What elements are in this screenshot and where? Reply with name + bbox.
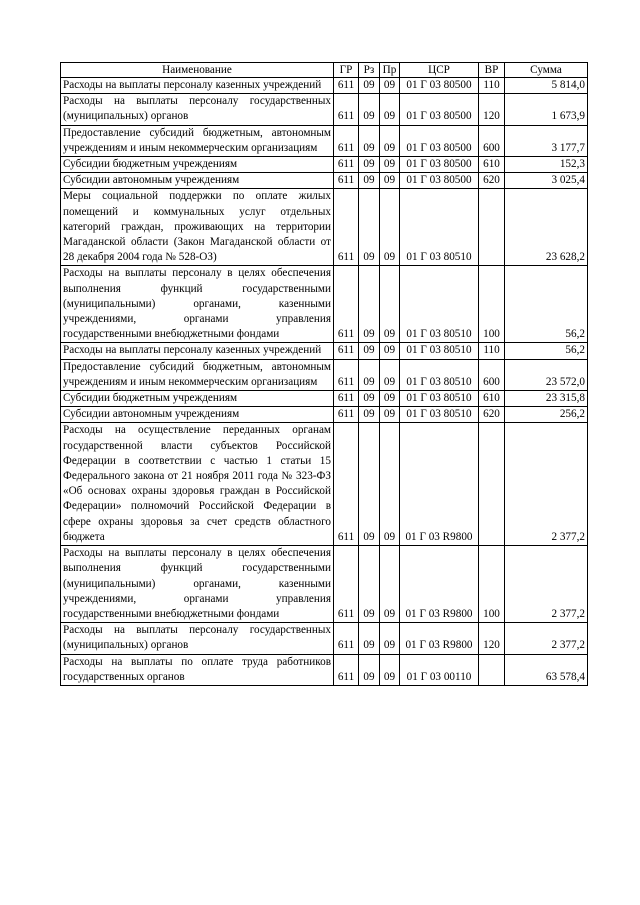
- row-rz-cell: 09: [359, 546, 380, 623]
- row-sum-cell: 56,2: [505, 266, 588, 343]
- row-csr-cell: 01 Г 03 00110: [400, 654, 479, 685]
- table-row: [61, 78, 588, 94]
- row-rz-cell: 09: [359, 407, 380, 423]
- row-sum-cell: 256,2: [505, 407, 588, 423]
- row-name-cell: Меры социальной поддержки по оплате жилых помещений и коммунальных услуг отдельных категорий граждан, проживающих на территории Магаданской области (Закон Магаданской области от 28 декабря 2004 года № 528-ОЗ): [61, 189, 334, 266]
- row-sum-cell: 23 628,2: [505, 189, 588, 266]
- row-csr-cell: 01 Г 03 R9800: [400, 623, 479, 654]
- row-csr-cell: 01 Г 03 80500: [400, 94, 479, 125]
- row-csr-cell: 01 Г 03 R9800: [400, 423, 479, 546]
- row-pr-cell: 09: [380, 78, 400, 94]
- row-pr-cell: 09: [380, 423, 400, 546]
- row-vr-cell: 100: [479, 546, 505, 623]
- row-gr-cell: 611: [334, 359, 359, 390]
- row-vr-cell: 100: [479, 266, 505, 343]
- row-rz-cell: 09: [359, 359, 380, 390]
- row-vr-cell: 610: [479, 157, 505, 173]
- row-pr-cell: 09: [380, 173, 400, 189]
- header-csr: ЦСР: [400, 63, 479, 78]
- row-rz-cell: 09: [359, 94, 380, 125]
- row-csr-cell: 01 Г 03 80510: [400, 189, 479, 266]
- row-gr-cell: 611: [334, 173, 359, 189]
- row-sum-cell: 2 377,2: [505, 546, 588, 623]
- row-name-cell: Расходы на осуществление переданных органам государственной власти субъектов Российской Федерации в соответствии с частью 1 статьи 15 Федерального закона от 21 ноября 2011 года № 323-ФЗ «Об основах охраны здоровья граждан в Российской Федерации» полномочий Российской Федерации в сфере охраны здоровья за счет средств областного бюджета: [61, 423, 334, 546]
- row-csr-cell: 01 Г 03 80500: [400, 125, 479, 156]
- header-pr: Пр: [380, 63, 400, 78]
- row-name-cell: Субсидии автономным учреждениям: [61, 407, 334, 423]
- table-row: [61, 125, 588, 156]
- row-name-cell: Предоставление субсидий бюджетным, автономным учреждениям и иным некоммерческим организациям: [61, 125, 334, 156]
- row-name-cell: Расходы на выплаты персоналу в целях обеспечения выполнения функций государственными (муниципальными) органами, казенными учреждениями, органами управления государственными внебюджетными фондами: [61, 546, 334, 623]
- row-gr-cell: 611: [334, 266, 359, 343]
- row-rz-cell: 09: [359, 189, 380, 266]
- row-csr-cell: 01 Г 03 80500: [400, 157, 479, 173]
- row-pr-cell: 09: [380, 266, 400, 343]
- row-gr-cell: 611: [334, 407, 359, 423]
- row-pr-cell: 09: [380, 343, 400, 359]
- row-csr-cell: 01 Г 03 80510: [400, 359, 479, 390]
- row-name-cell: Расходы на выплаты персоналу казенных учреждений: [61, 343, 334, 359]
- table-row: [61, 189, 588, 266]
- budget-table: [60, 62, 588, 686]
- row-vr-cell: [479, 423, 505, 546]
- row-vr-cell: 620: [479, 407, 505, 423]
- table-row: [61, 623, 588, 654]
- row-gr-cell: 611: [334, 189, 359, 266]
- row-pr-cell: 09: [380, 125, 400, 156]
- row-name-cell: Субсидии бюджетным учреждениям: [61, 157, 334, 173]
- row-name-cell: Расходы на выплаты персоналу государственных (муниципальных) органов: [61, 94, 334, 125]
- row-name-cell: Расходы на выплаты персоналу в целях обеспечения выполнения функций государственными (муниципальными) органами, казенными учреждениями, органами управления государственными внебюджетными фондами: [61, 266, 334, 343]
- row-rz-cell: 09: [359, 343, 380, 359]
- row-pr-cell: 09: [380, 391, 400, 407]
- row-vr-cell: 110: [479, 343, 505, 359]
- row-name-cell: Предоставление субсидий бюджетным, автономным учреждениям и иным некоммерческим организациям: [61, 359, 334, 390]
- table-header-row: [61, 63, 588, 78]
- row-rz-cell: 09: [359, 391, 380, 407]
- row-csr-cell: 01 Г 03 R9800: [400, 546, 479, 623]
- table-row: [61, 266, 588, 343]
- row-sum-cell: 3 025,4: [505, 173, 588, 189]
- row-rz-cell: 09: [359, 157, 380, 173]
- row-sum-cell: 23 315,8: [505, 391, 588, 407]
- row-rz-cell: 09: [359, 78, 380, 94]
- row-csr-cell: 01 Г 03 80510: [400, 343, 479, 359]
- row-pr-cell: 09: [380, 654, 400, 685]
- header-name: Наименование: [61, 63, 334, 78]
- row-gr-cell: 611: [334, 391, 359, 407]
- table-row: [61, 94, 588, 125]
- row-gr-cell: 611: [334, 423, 359, 546]
- row-gr-cell: 611: [334, 125, 359, 156]
- row-name-cell: Расходы на выплаты по оплате труда работников государственных органов: [61, 654, 334, 685]
- row-name-cell: Расходы на выплаты персоналу государственных (муниципальных) органов: [61, 623, 334, 654]
- row-vr-cell: [479, 189, 505, 266]
- row-name-cell: Субсидии автономным учреждениям: [61, 173, 334, 189]
- row-pr-cell: 09: [380, 359, 400, 390]
- header-vr: ВР: [479, 63, 505, 78]
- table-row: [61, 359, 588, 390]
- row-sum-cell: 56,2: [505, 343, 588, 359]
- row-pr-cell: 09: [380, 157, 400, 173]
- row-sum-cell: 5 814,0: [505, 78, 588, 94]
- row-sum-cell: 152,3: [505, 157, 588, 173]
- row-rz-cell: 09: [359, 266, 380, 343]
- row-sum-cell: 2 377,2: [505, 423, 588, 546]
- row-pr-cell: 09: [380, 623, 400, 654]
- row-vr-cell: 120: [479, 94, 505, 125]
- table-row: [61, 546, 588, 623]
- table-row: [61, 407, 588, 423]
- row-pr-cell: 09: [380, 407, 400, 423]
- row-rz-cell: 09: [359, 173, 380, 189]
- row-csr-cell: 01 Г 03 80510: [400, 391, 479, 407]
- table-row: [61, 423, 588, 546]
- row-vr-cell: 600: [479, 125, 505, 156]
- row-vr-cell: 120: [479, 623, 505, 654]
- row-gr-cell: 611: [334, 343, 359, 359]
- row-csr-cell: 01 Г 03 80500: [400, 173, 479, 189]
- row-gr-cell: 611: [334, 654, 359, 685]
- row-sum-cell: 3 177,7: [505, 125, 588, 156]
- table-row: [61, 391, 588, 407]
- table-row: [61, 173, 588, 189]
- row-sum-cell: 2 377,2: [505, 623, 588, 654]
- row-sum-cell: 23 572,0: [505, 359, 588, 390]
- header-rz: Рз: [359, 63, 380, 78]
- row-csr-cell: 01 Г 03 80500: [400, 78, 479, 94]
- row-rz-cell: 09: [359, 125, 380, 156]
- row-vr-cell: 610: [479, 391, 505, 407]
- row-pr-cell: 09: [380, 546, 400, 623]
- table-row: [61, 654, 588, 685]
- row-gr-cell: 611: [334, 157, 359, 173]
- row-vr-cell: [479, 654, 505, 685]
- row-csr-cell: 01 Г 03 80510: [400, 407, 479, 423]
- row-gr-cell: 611: [334, 546, 359, 623]
- header-gr: ГР: [334, 63, 359, 78]
- row-sum-cell: 1 673,9: [505, 94, 588, 125]
- row-gr-cell: 611: [334, 78, 359, 94]
- table-row: [61, 157, 588, 173]
- row-sum-cell: 63 578,4: [505, 654, 588, 685]
- header-sum: Сумма: [505, 63, 588, 78]
- row-gr-cell: 611: [334, 94, 359, 125]
- row-vr-cell: 600: [479, 359, 505, 390]
- row-name-cell: Субсидии бюджетным учреждениям: [61, 391, 334, 407]
- row-pr-cell: 09: [380, 189, 400, 266]
- row-csr-cell: 01 Г 03 80510: [400, 266, 479, 343]
- row-pr-cell: 09: [380, 94, 400, 125]
- row-rz-cell: 09: [359, 654, 380, 685]
- row-vr-cell: 110: [479, 78, 505, 94]
- row-rz-cell: 09: [359, 623, 380, 654]
- table-row: [61, 343, 588, 359]
- row-name-cell: Расходы на выплаты персоналу казенных учреждений: [61, 78, 334, 94]
- row-rz-cell: 09: [359, 423, 380, 546]
- row-gr-cell: 611: [334, 623, 359, 654]
- row-vr-cell: 620: [479, 173, 505, 189]
